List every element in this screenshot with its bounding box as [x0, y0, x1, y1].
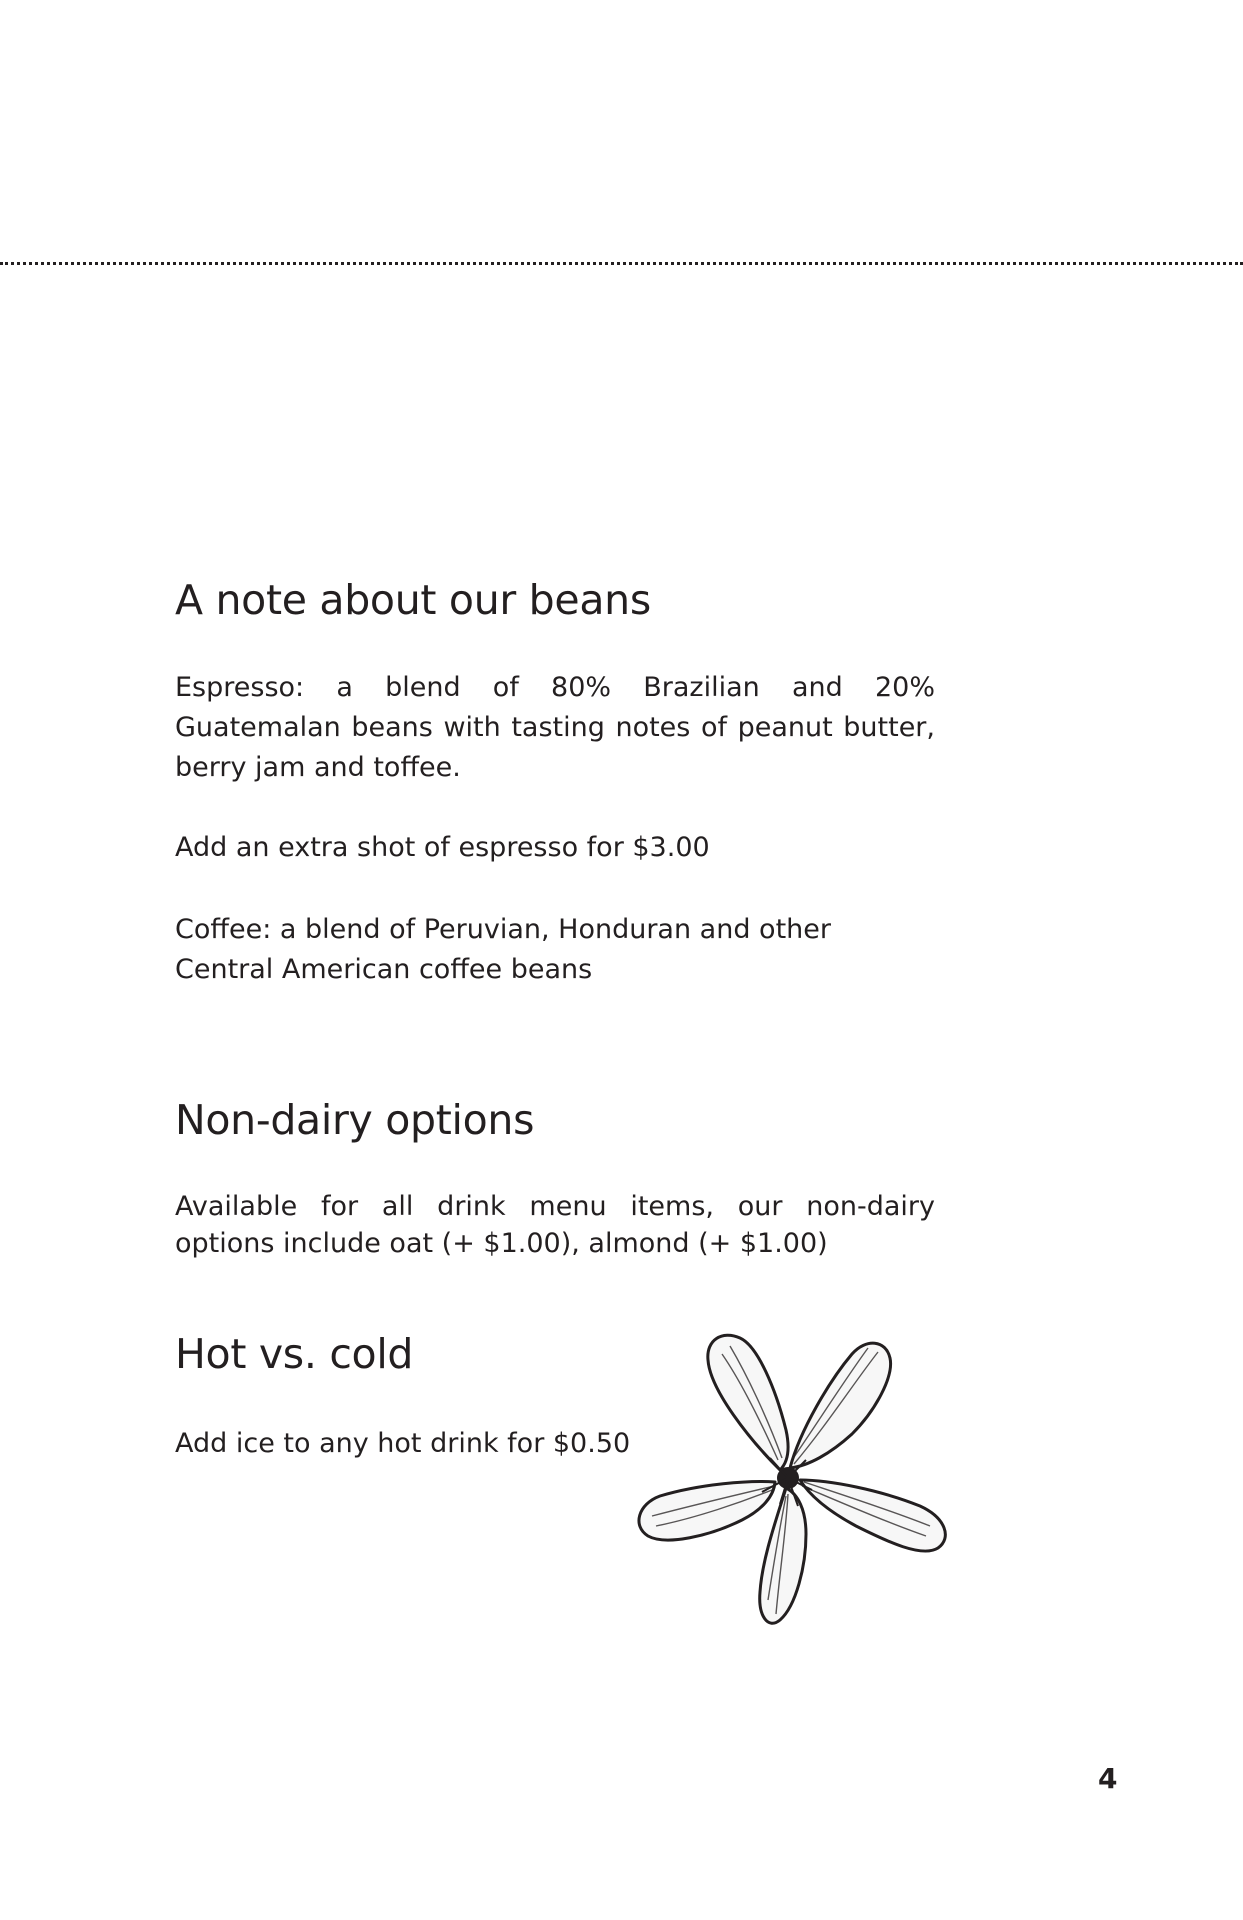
beans-heading: A note about our beans — [175, 576, 651, 624]
extra-shot-note: Add an extra shot of espresso for $3.00 — [175, 832, 710, 863]
hot-cold-heading: Hot vs. cold — [175, 1330, 414, 1378]
non-dairy-description: Available for all drink menu items, our non-dairy options include oat (+ $1.00), almond (+ $1.00) — [175, 1191, 935, 1259]
ice-note: Add ice to any hot drink for $0.50 — [175, 1428, 631, 1459]
coffee-description: Coffee: a blend of Peruvian, Honduran and other Central American coffee beans — [175, 914, 831, 985]
non-dairy-heading: Non-dairy options — [175, 1096, 535, 1144]
dotted-divider — [0, 262, 1243, 265]
flower-sketch-icon — [630, 1330, 960, 1650]
espresso-description: Espresso: a blend of 80% Brazilian and 20% Guatemalan beans with tasting notes of peanut butter, berry jam and toffee. — [175, 672, 935, 783]
page-number: 4 — [1098, 1762, 1118, 1795]
